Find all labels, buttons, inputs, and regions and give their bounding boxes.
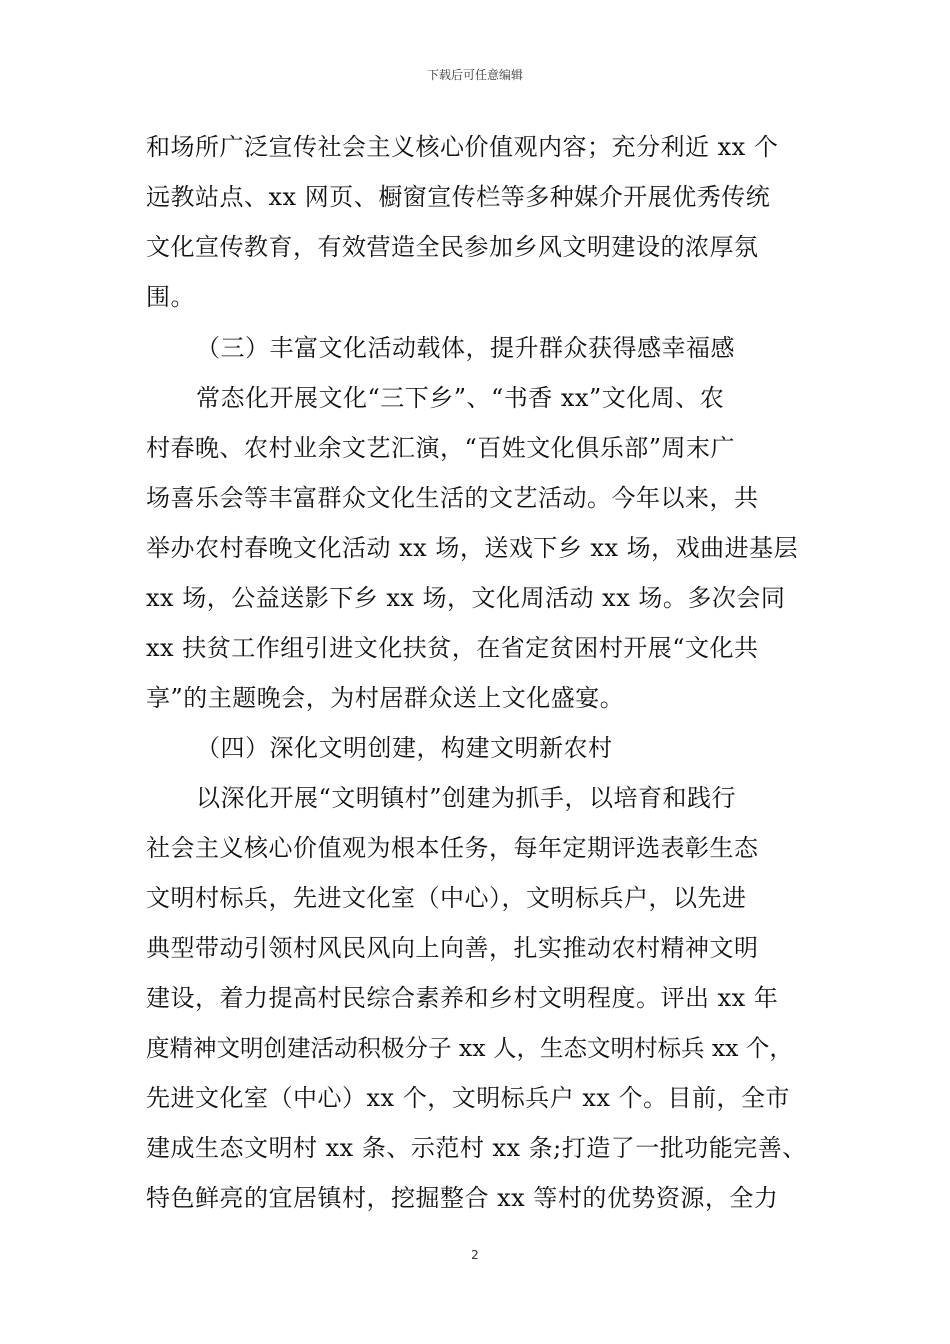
body-line: 文化宣传教育，有效营造全民参加乡风文明建设的浓厚氛 [146, 233, 759, 261]
page-number: 2 [471, 1248, 479, 1262]
body-line: 远教站点、xx 网页、橱窗宣传栏等多种媒介开展优秀传统 [146, 183, 771, 211]
body-line: xx 场，公益送影下乡 xx 场，文化周活动 xx 场。多次会同 [146, 584, 786, 612]
body-line: 享”的主题晚会，为村居群众送上文化盛宴。 [146, 684, 625, 712]
body-line: 先进文化室（中心）xx 个，文明标兵户 xx 个。目前，全市 [146, 1084, 791, 1112]
page-header: 下载后可任意编辑 [426, 68, 523, 82]
paragraph-start: 常态化开展文化“三下乡”、“书香 xx”文化周、农 [196, 384, 725, 412]
body-line: 建成生态文明村 xx 条、示范村 xx 条;打造了一批功能完善、 [146, 1134, 807, 1162]
body-line: 文明村标兵，先进文化室（中心），文明标兵户，以先进 [146, 884, 747, 912]
body-line: 典型带动引领村风民风向上向善，扎实推动农村精神文明 [146, 934, 759, 962]
body-line: 围。 [146, 283, 195, 311]
body-line: xx 扶贫工作组引进文化扶贫，在省定贫困村开展“文化共 [146, 634, 759, 662]
body-line: 举办农村春晚文化活动 xx 场，送戏下乡 xx 场，戏曲进基层 [146, 534, 799, 562]
body-line: 场喜乐会等丰富群众文化生活的文艺活动。今年以来，共 [146, 484, 759, 512]
body-line: 建设，着力提高村民综合素养和乡村文明程度。评出 xx 年 [146, 984, 779, 1012]
body-line: 特色鲜亮的宜居镇村，挖掘整合 xx 等村的优势资源，全力 [146, 1184, 779, 1212]
paragraph-start: 以深化开展“文明镇村”创建为抓手，以培育和践行 [196, 784, 737, 812]
section-heading-3: （三）丰富文化活动载体，提升群众获得感幸福感 [196, 334, 735, 362]
body-line: 度精神文明创建活动积极分子 xx 人，生态文明村标兵 xx 个， [146, 1034, 793, 1062]
body-line: 村春晚、农村业余文艺汇演，“百姓文化俱乐部”周末广 [146, 434, 736, 462]
body-line: 社会主义核心价值观为根本任务，每年定期评选表彰生态 [146, 834, 759, 862]
section-heading-4: （四）深化文明创建，构建文明新农村 [196, 734, 613, 762]
body-line: 和场所广泛宣传社会主义核心价值观内容；充分利近 xx 个 [146, 133, 779, 161]
